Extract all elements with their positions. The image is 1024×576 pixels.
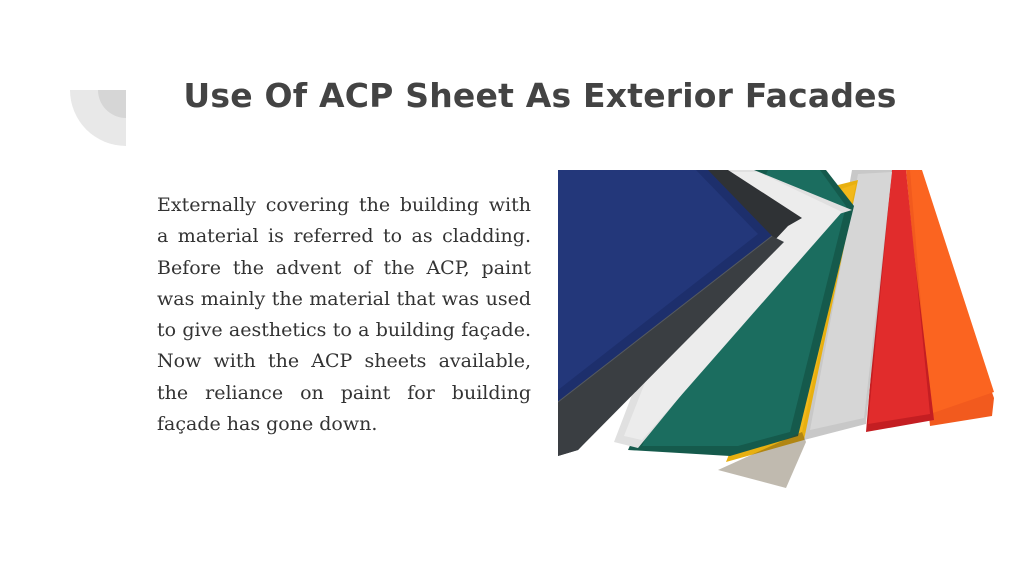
slide-title: Use Of ACP Sheet As Exterior Facades: [183, 76, 897, 115]
body-paragraph: Externally covering the building with a material is referred to as cladding. Before the advent of the ACP, paint was mainly the material that was used to give aesthetics to a building façade. Now with the ACP sheets available, the reliance on paint for building façade has gone down.: [157, 194, 531, 436]
acp-color-panels-image: [558, 170, 994, 488]
